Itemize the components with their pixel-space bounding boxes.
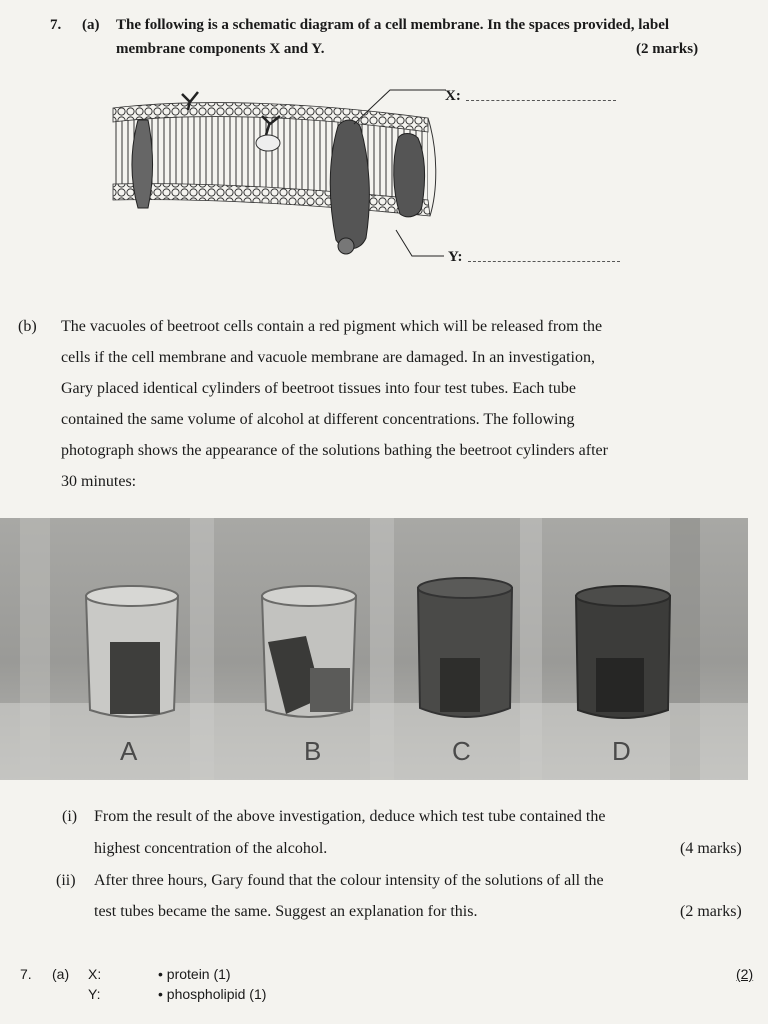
part-a-text-line2: membrane components X and Y. <box>116 41 325 57</box>
part-b-line: The vacuoles of beetroot cells contain a red pigment which will be released from the <box>61 318 603 335</box>
part-a-text-line1: The following is a schematic diagram of a cell membrane. In the spaces provided, label <box>116 17 670 33</box>
beetroot-photo <box>0 518 748 780</box>
diagram-label-y: Y: <box>448 249 463 265</box>
cell-membrane-diagram <box>108 80 648 270</box>
part-b-line: cells if the cell membrane and vacuole membrane are damaged. In an investigation, <box>61 349 595 366</box>
tube-label-b: B <box>304 736 322 766</box>
tube-label-d: D <box>612 736 631 766</box>
part-a-marks: (2 marks) <box>636 41 699 57</box>
test-tubes-illustration <box>0 518 748 780</box>
diagram-label-x: X: <box>445 88 461 104</box>
part-b-line: contained the same volume of alcohol at different concentrations. The following <box>61 411 575 428</box>
sub-ii-marks: (2 marks) <box>680 903 742 920</box>
answer-number: 7. <box>20 966 32 982</box>
part-a-label: (a) <box>82 17 100 33</box>
part-b-line: 30 minutes: <box>61 473 137 490</box>
answer-y-label: Y: <box>88 986 101 1002</box>
sub-ii-line1: After three hours, Gary found that the colour intensity of the solutions of all the <box>94 872 604 889</box>
tube-label-c: C <box>452 736 471 766</box>
answer-line-x[interactable] <box>466 100 616 101</box>
sub-i-line1: From the result of the above investigation, deduce which test tube contained the <box>94 808 606 825</box>
answer-y-value: • phospholipid (1) <box>158 986 267 1002</box>
tube-label-a: A <box>120 736 138 766</box>
answer-x-value: • protein (1) <box>158 966 231 982</box>
part-b-label: (b) <box>18 318 37 335</box>
part-b-line: Gary placed identical cylinders of beetroot tissues into four test tubes. Each tube <box>61 380 576 397</box>
sub-ii-label: (ii) <box>56 872 76 889</box>
answer-line-y[interactable] <box>468 261 620 262</box>
sub-i-line2: highest concentration of the alcohol. <box>94 840 328 857</box>
answer-x-label: X: <box>88 966 102 982</box>
sub-ii-line2: test tubes became the same. Suggest an explanation for this. <box>94 903 478 920</box>
sub-i-marks: (4 marks) <box>680 840 742 857</box>
part-b-line: photograph shows the appearance of the solutions bathing the beetroot cylinders after <box>61 442 608 459</box>
answer-marks: (2) <box>736 966 754 982</box>
question-number: 7. <box>50 17 62 33</box>
answer-part: (a) <box>52 966 70 982</box>
sub-i-label: (i) <box>62 808 78 825</box>
